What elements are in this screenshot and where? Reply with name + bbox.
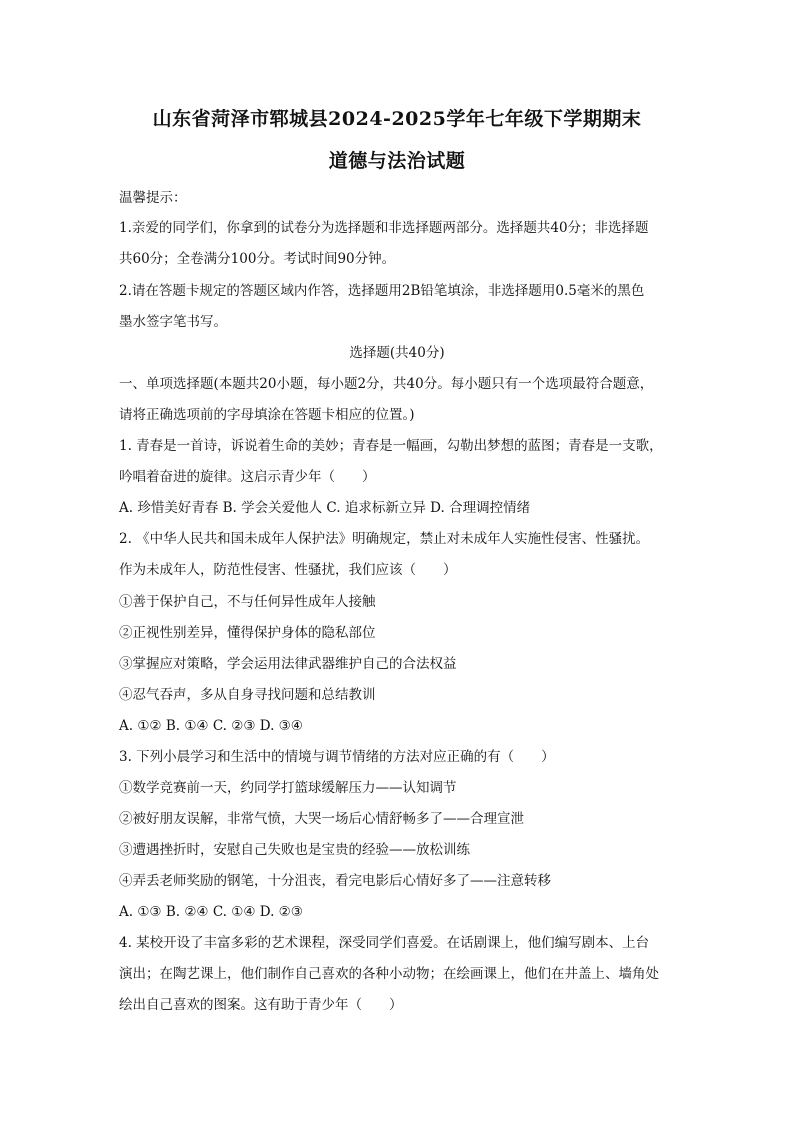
- question-1-options: A. 珍惜美好青春 B. 学会关爱他人 C. 追求标新立异 D. 合理调控情绪: [119, 500, 531, 516]
- question-2-stem: 2. 《中华人民共和国未成年人保护法》明确规定，禁止对未成年人实施性侵害、性骚扰。: [119, 531, 650, 547]
- question-2-item: ②正视性别差异，懂得保护身体的隐私部位: [119, 625, 376, 641]
- question-4-stem: 演出；在陶艺课上，他们制作自己喜欢的各种小动物；在绘画课上，他们在井盖上、墙角处: [119, 966, 659, 982]
- question-2-options: A. ①② B. ①④ C. ②③ D. ③④: [119, 718, 303, 734]
- question-4-stem: 绘出自己喜欢的图案。这有助于青少年（ ）: [119, 997, 403, 1013]
- exam-subtitle: 道德与法治试题: [328, 150, 466, 172]
- section-instruction: 请将正确选项前的字母填涂在答题卡相应的位置。): [119, 407, 415, 423]
- question-1-stem: 吟唱着奋进的旋律。这启示青少年（ ）: [119, 469, 376, 485]
- question-2-item: ①善于保护自己，不与任何异性成年人接触: [119, 594, 376, 610]
- question-2-stem: 作为未成年人，防范性侵害、性骚扰，我们应该（ ）: [119, 562, 457, 578]
- question-3-stem: 3. 下列小晨学习和生活中的情境与调节情绪的方法对应正确的有（ ）: [119, 749, 555, 765]
- question-3-options: A. ①③ B. ②④ C. ①④ D. ②③: [119, 904, 303, 920]
- question-3-item: ④弄丢老师奖励的钢笔，十分沮丧，看完电影后心情好多了——注意转移: [119, 873, 551, 889]
- notice-line: 共60分；全卷满分100分。考试时间90分钟。: [119, 251, 396, 267]
- notice-line: 1.亲爱的同学们，你拿到的试卷分为选择题和非选择题两部分。选择题共40分；非选择题: [119, 220, 649, 236]
- notice-heading: 温馨提示：: [119, 190, 187, 206]
- question-2-item: ④忍气吞声，多从自身寻找问题和总结教训: [119, 687, 376, 703]
- notice-line: 2.请在答题卡规定的答题区域内作答，选择题用2B铅笔填涂，非选择题用0.5毫米的黑色: [119, 283, 645, 299]
- exam-title: 山东省菏泽市郓城县2024-2025学年七年级下学期期末: [152, 108, 642, 130]
- section-instruction: 一、单项选择题(本题共20小题，每小题2分，共40分。每小题只有一个选项最符合题意，: [119, 376, 654, 392]
- question-1-stem: 1. 青春是一首诗，诉说着生命的美妙；青春是一幅画，勾勒出梦想的蓝图；青春是一支歌，: [119, 438, 663, 454]
- section-title: 选择题(共40分): [349, 345, 445, 361]
- question-3-item: ①数学竞赛前一天，约同学打篮球缓解压力——认知调节: [119, 780, 457, 796]
- question-3-item: ②被好朋友误解，非常气愤，大哭一场后心情舒畅多了——合理宣泄: [119, 811, 524, 827]
- question-2-item: ③掌握应对策略，学会运用法律武器维护自己的合法权益: [119, 656, 457, 672]
- question-4-stem: 4. 某校开设了丰富多彩的艺术课程，深受同学们喜爱。在话剧课上，他们编写剧本、上台: [119, 935, 650, 951]
- notice-line: 墨水签字笔书写。: [119, 314, 227, 330]
- question-3-item: ③遭遇挫折时，安慰自己失败也是宝贵的经验——放松训练: [119, 842, 470, 858]
